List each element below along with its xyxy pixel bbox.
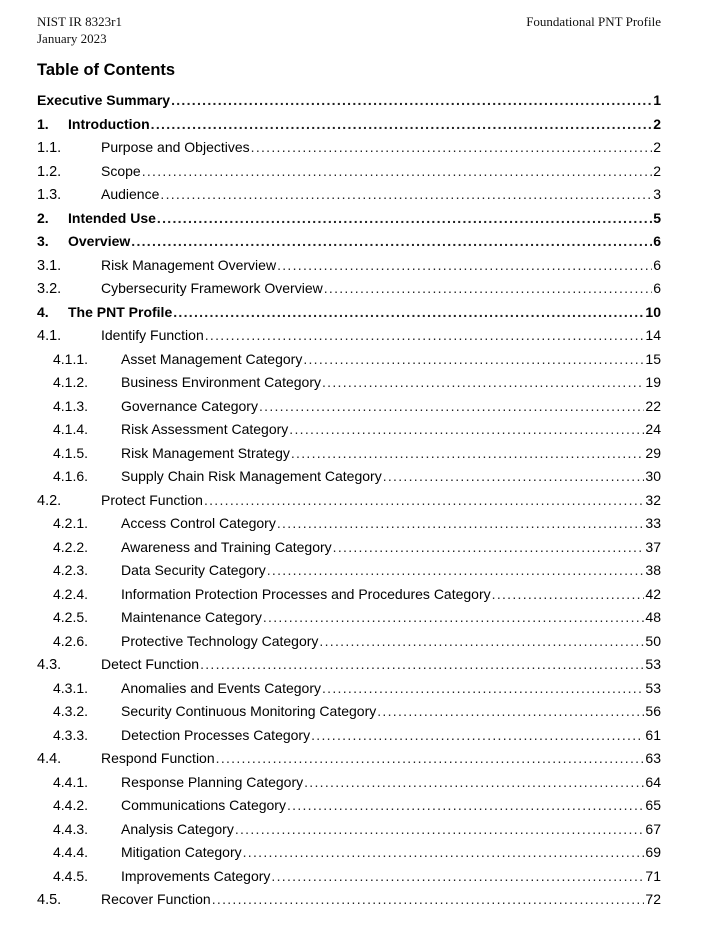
toc-entry[interactable] [37,301,661,325]
toc-entry[interactable] [37,559,661,583]
toc-entry-title[interactable]: Improvements Category [121,865,271,889]
toc-entry-page[interactable]: 6 [653,256,661,273]
toc-entry-number: 1.2. [37,163,62,180]
toc-entry-title[interactable]: Supply Chain Risk Management Category [121,465,383,489]
toc-entry-number: 2. [37,209,49,226]
dot-leader [322,677,644,701]
toc-entry[interactable] [37,207,661,231]
toc-entry-title[interactable]: Anomalies and Events Category [121,677,322,701]
toc-entry-title[interactable]: Risk Management Strategy [121,442,291,466]
toc-entry[interactable] [37,230,661,254]
toc-entry-number: 4.1.5. [53,444,89,461]
toc-entry-page[interactable]: 42 [645,585,661,602]
toc-entry-page[interactable]: 61 [645,726,661,743]
toc-entry[interactable] [37,677,661,701]
toc-entry-title[interactable]: Risk Management Overview [101,254,277,278]
dot-leader [235,818,645,842]
toc-entry-page[interactable]: 1 [653,92,661,108]
toc-entry-number: 4.4.3. [53,820,89,837]
toc-entry[interactable] [37,771,661,795]
dot-leader [333,536,645,560]
dot-leader [267,559,645,583]
toc-entry-number: 1. [37,115,49,132]
toc-entry-number: 4.5. [37,892,62,908]
toc-entry-page[interactable]: 24 [645,421,661,437]
dot-leader [277,512,645,536]
toc-entry-number: 4.2.4. [53,585,89,602]
dot-leader [319,630,644,654]
toc-entry[interactable] [37,818,661,842]
toc-entry-title[interactable]: Scope [101,160,142,184]
document-title: Foundational PNT Profile [526,14,661,29]
toc-entry-page[interactable]: 50 [645,632,661,649]
toc-entry[interactable] [37,700,661,724]
toc-entry-title[interactable]: Asset Management Category [121,348,303,372]
dot-leader [204,489,644,513]
toc-entry[interactable] [37,442,661,466]
toc-entry[interactable] [37,136,661,160]
dot-leader [289,418,644,442]
toc-entry[interactable] [37,113,661,137]
toc-entry-number: 4.2.5. [53,609,89,625]
toc-entry-page[interactable]: 15 [645,350,661,367]
toc-entry-title[interactable]: Respond Function [101,747,216,771]
toc-entry[interactable] [37,865,661,889]
toc-entry[interactable] [37,841,661,865]
dot-leader [212,888,645,912]
dot-leader [200,653,644,677]
toc-entry-number: 3.1. [37,257,62,274]
toc-entry[interactable] [37,606,661,630]
toc-entry[interactable] [37,324,661,348]
toc-entry-title[interactable]: Protective Technology Category [121,630,319,654]
table-of-contents [37,89,661,912]
toc-entry-title[interactable]: Overview [68,230,131,254]
dot-leader [151,113,653,137]
toc-entry-page[interactable]: 32 [645,491,661,508]
toc-entry-page[interactable]: 64 [645,773,661,790]
toc-entry-page[interactable]: 19 [645,374,661,390]
toc-entry-number: 4.1. [37,328,62,344]
dot-leader [251,136,653,160]
dot-leader [303,348,644,372]
toc-entry-number: 4. [37,303,49,320]
toc-entry-page[interactable]: 2 [653,139,661,155]
toc-entry-title[interactable]: Communications Category [121,794,287,818]
toc-entry-title[interactable]: Access Control Category [121,512,277,536]
toc-entry[interactable] [37,371,661,395]
toc-entry-number: 4.3. [37,657,62,673]
toc-entry[interactable] [37,583,661,607]
dot-leader [243,841,645,865]
toc-entry[interactable] [37,418,661,442]
toc-entry[interactable] [37,888,661,912]
toc-entry-page[interactable]: 5 [653,209,661,226]
toc-entry-page[interactable]: 67 [645,820,661,837]
toc-entry[interactable] [37,630,661,654]
toc-entry-page[interactable]: 3 [653,186,661,202]
toc-entry-number: 4.4.1. [53,773,89,790]
dot-leader [322,371,644,395]
toc-entry-page[interactable]: 53 [645,656,661,672]
toc-entry[interactable] [37,794,661,818]
toc-entry-number: 4.1.3. [53,397,89,414]
toc-entry[interactable] [37,653,661,677]
dot-leader [287,794,644,818]
toc-entry-number: 3.2. [37,281,62,297]
toc-entry-title[interactable]: Detection Processes Category [121,724,311,748]
toc-entry-title[interactable]: Cybersecurity Framework Overview [101,277,324,301]
toc-entry-title[interactable]: Information Protection Processes and Procedures Category [121,583,492,607]
toc-entry-title[interactable]: Data Security Category [121,559,267,583]
toc-entry-page[interactable]: 33 [645,515,661,531]
toc-entry-page[interactable]: 30 [645,468,661,484]
toc-entry-page[interactable]: 69 [645,844,661,860]
toc-entry[interactable] [37,489,661,513]
toc-entry[interactable] [37,89,661,113]
toc-entry-page[interactable]: 37 [645,538,661,555]
toc-entry-number: 4.2.2. [53,538,89,555]
dot-leader [383,465,645,489]
toc-entry-page[interactable]: 48 [645,609,661,625]
running-header-right [526,13,661,30]
toc-entry-title[interactable]: Awareness and Training Category [121,536,333,560]
toc-entry-page[interactable]: 6 [653,280,661,296]
toc-entry-title[interactable]: Governance Category [121,395,259,419]
toc-entry-number: 4.2.1. [53,515,89,531]
toc-entry-number: 4.3.2. [53,703,89,719]
toc-entry-number: 1.1. [37,140,62,156]
toc-entry-title[interactable]: Risk Assessment Category [121,418,289,442]
toc-entry[interactable] [37,160,661,184]
toc-entry[interactable] [37,277,661,301]
document-date: January 2023 [37,31,107,46]
toc-entry-number: 4.2.6. [53,632,89,649]
toc-entry-page[interactable]: 6 [653,233,661,249]
toc-entry-page[interactable]: 29 [645,444,661,461]
toc-entry[interactable] [37,395,661,419]
dot-leader [263,606,645,630]
toc-entry-page[interactable]: 38 [645,562,661,578]
toc-entry-title[interactable]: Mitigation Category [121,841,243,865]
toc-entry-title[interactable]: Purpose and Objectives [101,136,251,160]
dot-leader [205,324,645,348]
toc-entry-number: 4.1.4. [53,421,89,437]
toc-entry-title[interactable]: Maintenance Category [121,606,263,630]
toc-entry[interactable] [37,183,661,207]
toc-entry-title[interactable]: Security Continuous Monitoring Category [121,700,377,724]
toc-entry-title[interactable]: Protect Function [101,489,204,513]
toc-entry-page[interactable]: 10 [645,303,661,320]
dot-leader [157,207,652,231]
toc-entry-number: 3. [37,233,49,249]
toc-entry[interactable] [37,465,661,489]
toc-entry-number: 4.1.1. [53,350,89,367]
dot-leader [311,724,644,748]
running-header-left [37,13,122,47]
dot-leader [324,277,652,301]
toc-entry-page[interactable]: 22 [645,397,661,414]
toc-entry-number: 4.2. [37,492,62,509]
toc-entry-page[interactable]: 2 [653,115,661,132]
toc-entry-title[interactable]: Intended Use [68,207,157,231]
toc-entry-number: 1.3. [37,187,62,203]
toc-entry-number: 4.4. [37,751,62,767]
toc-entry-title[interactable]: Identify Function [101,324,205,348]
toc-entry[interactable] [37,348,661,372]
toc-entry[interactable] [37,536,661,560]
toc-entry-number: 4.3.1. [53,679,89,696]
toc-entry[interactable] [37,512,661,536]
dot-leader [259,395,644,419]
toc-entry-title[interactable]: Detect Function [101,653,200,677]
dot-leader [160,183,652,207]
dot-leader [377,700,644,724]
toc-entry-title[interactable]: Analysis Category [121,818,235,842]
toc-entry-title[interactable]: Business Environment Category [121,371,322,395]
dot-leader [291,442,645,466]
toc-entry-page[interactable]: 56 [645,703,661,719]
toc-entry-title[interactable]: Response Planning Category [121,771,304,795]
toc-entry-number: 4.3.3. [53,726,89,743]
dot-leader [277,254,652,278]
toc-entry-page[interactable]: 65 [645,797,661,813]
toc-entry-page[interactable]: 72 [645,891,661,907]
dot-leader [173,301,644,325]
toc-entry[interactable] [37,747,661,771]
dot-leader [171,89,652,113]
toc-heading: Table of Contents [37,61,176,79]
document-id: NIST IR 8323r1 [37,14,122,29]
toc-entry-page[interactable]: 14 [645,327,661,343]
dot-leader [271,865,644,889]
toc-entry-page[interactable]: 63 [645,750,661,766]
dot-leader [131,230,652,254]
toc-entry-number: 4.1.6. [53,468,89,484]
toc-entry-number: 4.4.4. [53,844,89,860]
toc-entry-title[interactable]: Audience [101,183,160,207]
dot-leader [492,583,645,607]
toc-entry-page[interactable]: 71 [645,867,661,884]
dot-leader [216,747,645,771]
toc-entry[interactable] [37,724,661,748]
toc-entry-title[interactable]: Introduction [68,113,151,137]
toc-entry-number: 4.4.2. [53,797,89,813]
toc-entry-page[interactable]: 53 [645,679,661,696]
toc-entry-page[interactable]: 2 [653,162,661,179]
toc-entry-number: 4.1.2. [53,374,89,390]
toc-entry-number: 4.4.5. [53,867,89,884]
toc-entry-title[interactable]: The PNT Profile [68,301,173,325]
dot-leader [304,771,644,795]
toc-entry-number: 4.2.3. [53,562,89,578]
dot-leader [142,160,653,184]
toc-entry[interactable] [37,254,661,278]
toc-entry-title[interactable]: Executive Summary [37,89,171,113]
toc-entry-title[interactable]: Recover Function [101,888,212,912]
